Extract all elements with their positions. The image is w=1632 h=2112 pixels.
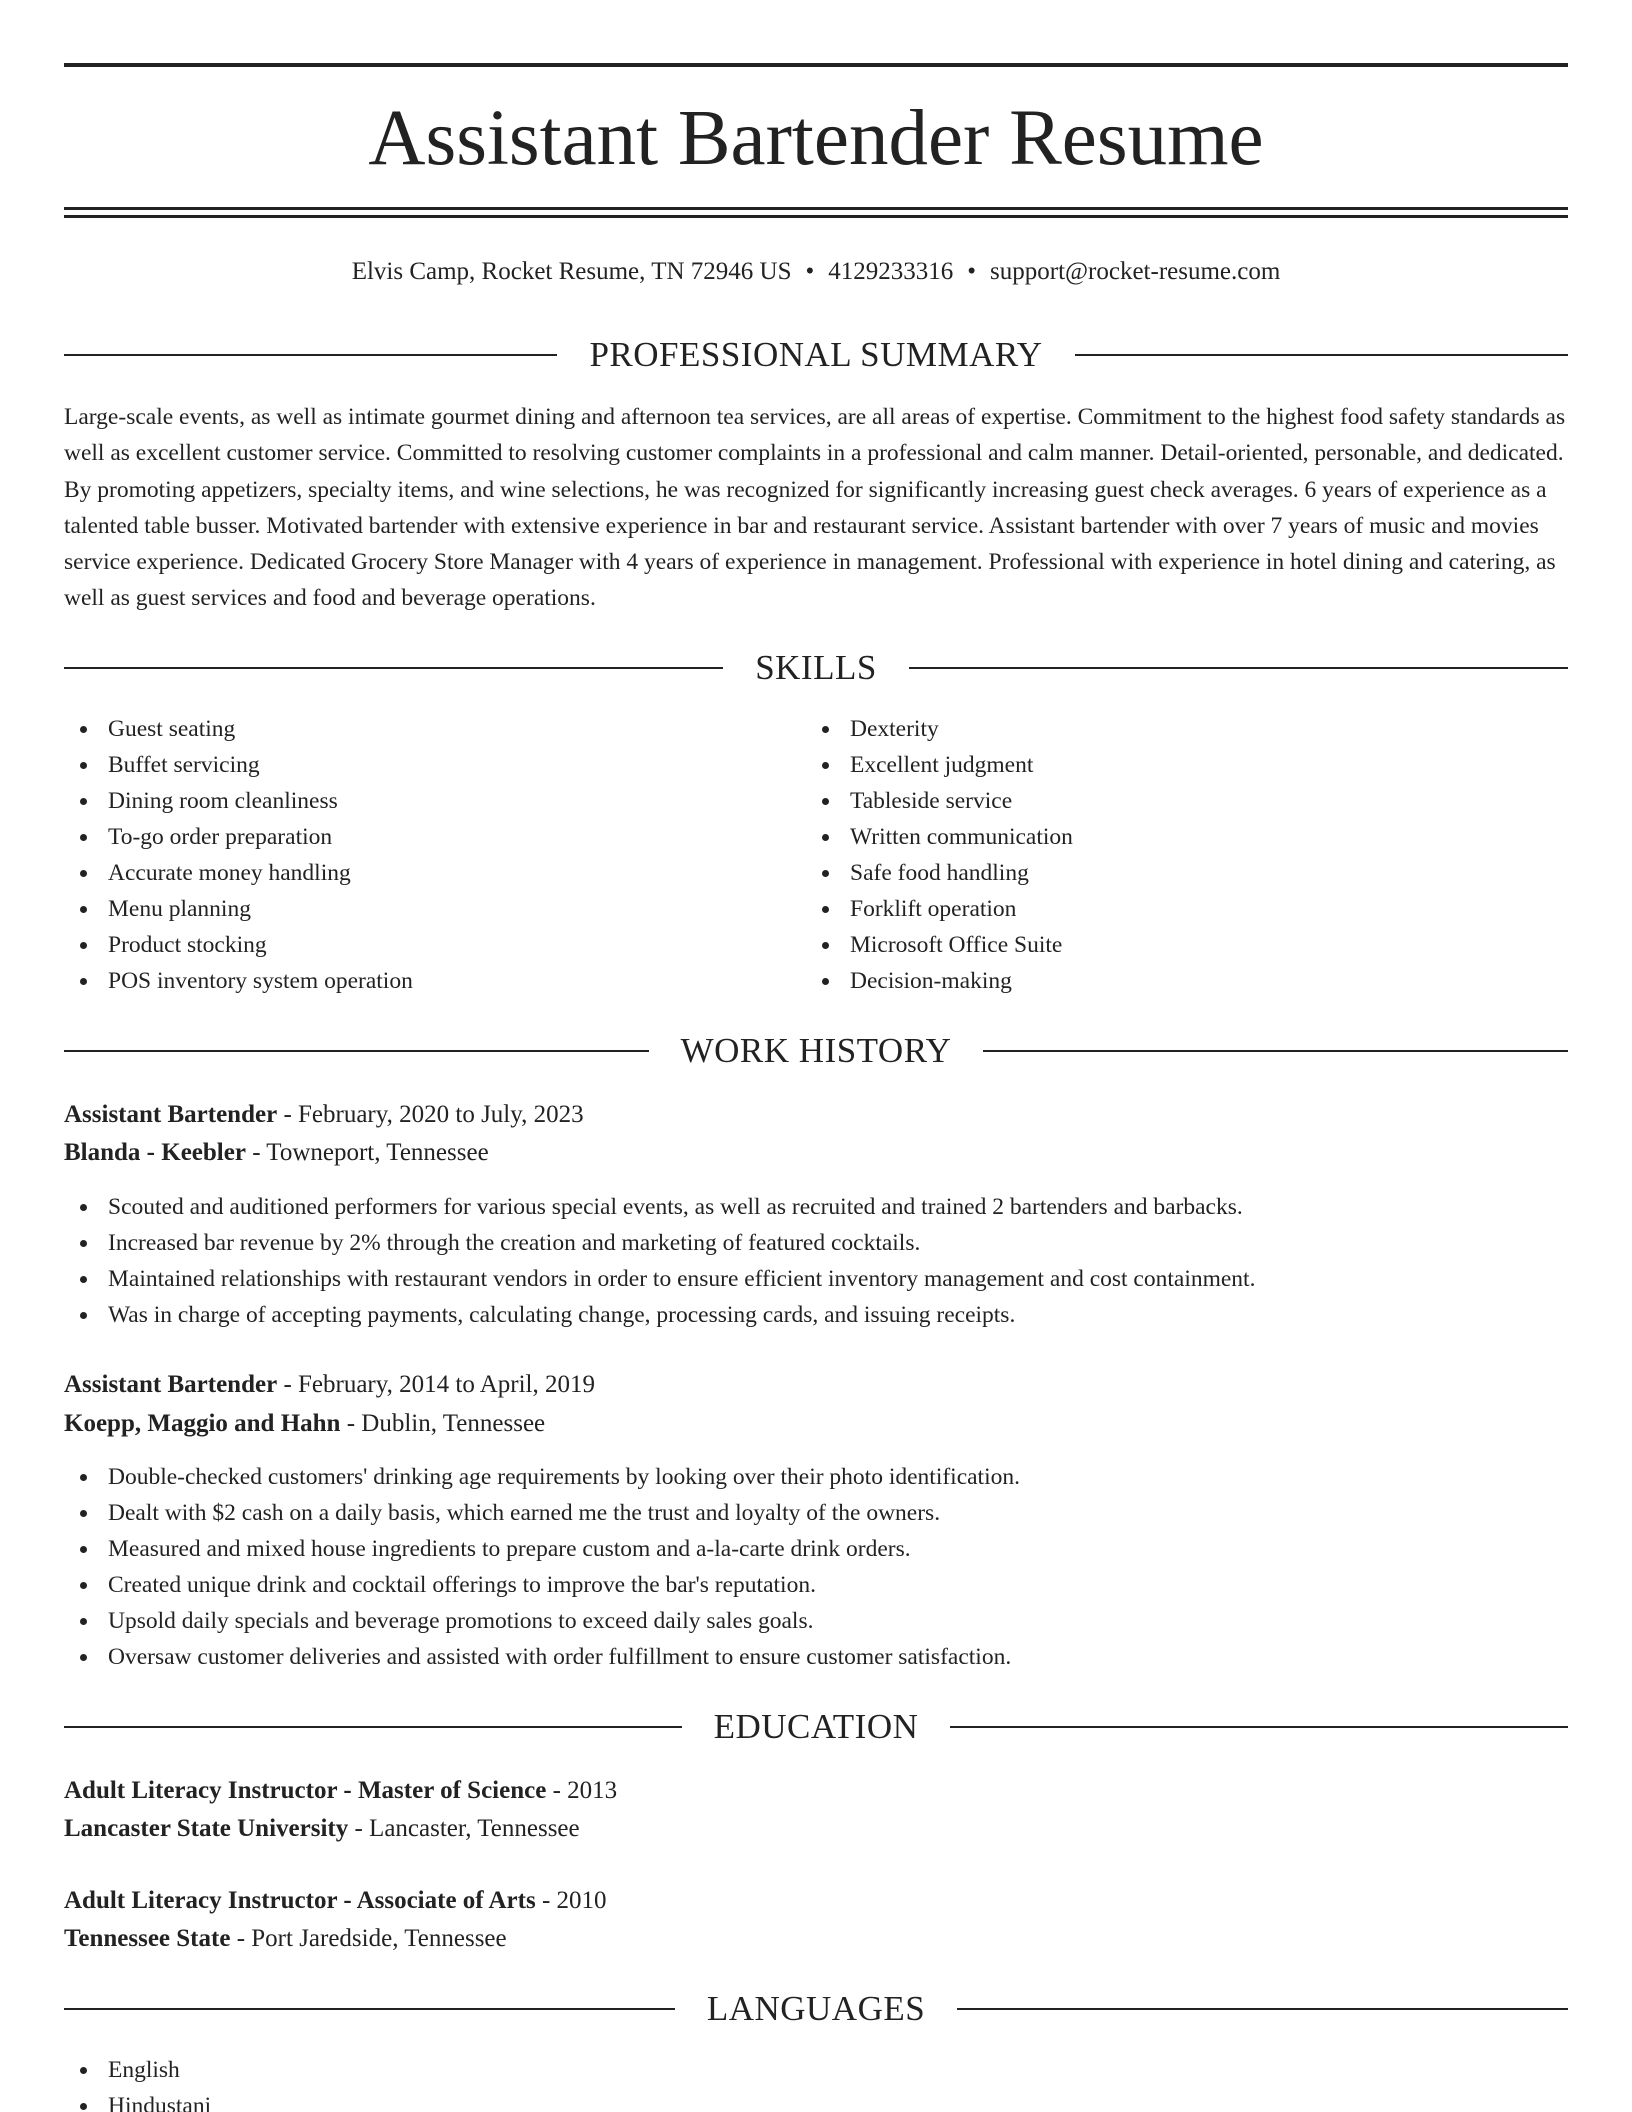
skill-item: Microsoft Office Suite [806,927,1506,963]
section-title: EDUCATION [713,1707,919,1746]
heading-rule [64,354,557,356]
contact-phone: 4129233316 [828,258,954,285]
skill-item: POS inventory system operation [64,963,764,999]
title-rule-upper [64,207,1568,210]
top-rule [64,63,1568,67]
section-title: PROFESSIONAL SUMMARY [589,335,1043,374]
heading-rule [1075,354,1568,356]
section-title: WORK HISTORY [680,1031,952,1070]
skill-item: Forklift operation [806,891,1506,927]
skill-item: Dexterity [806,711,1506,747]
job-duty-item: Scouted and auditioned performers for various special events, as well as recruited and trained 2 bartenders and barbacks. [64,1189,1568,1225]
skill-item: To-go order preparation [64,819,764,855]
education-location: - Lancaster, Tennessee [348,1815,580,1842]
job-duties-list [64,1459,1568,1675]
section-heading-skills [64,646,1568,690]
education-school-line [64,1810,1568,1848]
skill-item: Product stocking [64,927,764,963]
education-school: Tennessee State [64,1925,231,1952]
education-school-line [64,1920,1568,1958]
education-location: - Port Jaredside, Tennessee [230,1925,507,1952]
contact-separator: • [805,258,815,285]
job-duty-item: Increased bar revenue by 2% through the creation and marketing of featured cocktails. [64,1225,1568,1261]
job-duty-item: Upsold daily specials and beverage promotions to exceed daily sales goals. [64,1603,1568,1639]
skill-item: Dining room cleanliness [64,783,764,819]
job-role: Assistant Bartender [64,1371,278,1398]
job-duty-item: Maintained relationships with restaurant vendors in order to ensure efficient inventory management and cost containment. [64,1261,1568,1297]
contact-address: Elvis Camp, Rocket Resume, TN 72946 US [351,258,792,285]
job-role: Assistant Bartender [64,1101,278,1128]
job-title-line [64,1096,1568,1134]
section-title: LANGUAGES [706,1989,926,2028]
heading-rule [950,1726,1568,1728]
job-dates: - February, 2020 to July, 2023 [277,1101,584,1128]
heading-rule [64,1050,649,1052]
job-company: Blanda - Keebler [64,1139,246,1166]
skill-item: Buffet servicing [64,747,764,783]
job-duty-item: Was in charge of accepting payments, calculating change, processing cards, and issuing receipts. [64,1297,1568,1333]
education-school: Lancaster State University [64,1815,349,1842]
title-rule-lower [64,215,1568,218]
section-heading-education [64,1705,1568,1749]
job-duty-item: Created unique drink and cocktail offerings to improve the bar's reputation. [64,1567,1568,1603]
skill-item: Accurate money handling [64,855,764,891]
education-degree: Adult Literacy Instructor - Master of Science [64,1777,547,1804]
job-duty-item: Oversaw customer deliveries and assisted with order fulfillment to ensure customer satisfaction. [64,1639,1568,1675]
resume-title: Assistant Bartender Resume [368,95,1264,182]
section-title: SKILLS [755,648,877,687]
languages-list [64,2052,1568,2112]
section-heading-work [64,1029,1568,1073]
job-title-line [64,1366,1568,1404]
section-heading-languages [64,1987,1568,2031]
skill-item: Decision-making [806,963,1506,999]
summary-text: Large-scale events, as well as intimate gourmet dining and afternoon tea services, are all areas of expertise. Commitment to the highest food safety standards as well as excellent customer service. Committed to resolving customer complaints in a professional and calm manner. Detail-oriented, personable, and dedicated. By promoting appetizers, specialty items, and wine selections, he was recognized for significantly increasing guest check averages. 6 years of experience as a talented table busser. Motivated bartender with extensive experience in bar and restaurant service. Assistant bartender with over 7 years of music and movies service experience. Dedicated Grocery Store Manager with 4 years of experience in management. Professional with experience in hotel dining and catering, as well as guest services and food and beverage operations. [64,404,1566,612]
job-company-line [64,1134,1568,1172]
skills-list-right [806,711,1506,999]
job-company: Koepp, Maggio and Hahn [64,1410,341,1437]
heading-rule [957,2008,1568,2010]
heading-rule [64,2008,675,2010]
job-location: - Towneport, Tennessee [245,1139,489,1166]
section-heading-summary [64,333,1568,377]
education-year: - 2013 [546,1777,618,1804]
skill-item: Safe food handling [806,855,1506,891]
job-duty-item: Dealt with $2 cash on a daily basis, which earned me the trust and loyalty of the owners. [64,1495,1568,1531]
education-degree-line [64,1882,1568,1920]
contact-separator: • [967,258,977,285]
job-location: - Dublin, Tennessee [340,1410,546,1437]
education-degree: Adult Literacy Instructor - Associate of Arts [64,1887,536,1914]
heading-rule [64,667,723,669]
job-duties-list [64,1189,1568,1333]
job-company-line [64,1405,1568,1443]
heading-rule [983,1050,1568,1052]
skill-item: Guest seating [64,711,764,747]
education-degree-line [64,1772,1568,1810]
skill-item: Excellent judgment [806,747,1506,783]
contact-line [64,255,1568,289]
job-dates: - February, 2014 to April, 2019 [277,1371,595,1398]
education-year: - 2010 [535,1887,607,1914]
skill-item: Written communication [806,819,1506,855]
contact-email: support@rocket-resume.com [990,258,1281,285]
heading-rule [909,667,1568,669]
language-item: Hindustani [64,2088,1568,2112]
skill-item: Tableside service [806,783,1506,819]
job-duty-item: Double-checked customers' drinking age requirements by looking over their photo identification. [64,1459,1568,1495]
heading-rule [64,1726,682,1728]
skill-item: Menu planning [64,891,764,927]
language-item: English [64,2052,1568,2088]
skills-list-left [64,711,764,999]
job-duty-item: Measured and mixed house ingredients to prepare custom and a-la-carte drink orders. [64,1531,1568,1567]
